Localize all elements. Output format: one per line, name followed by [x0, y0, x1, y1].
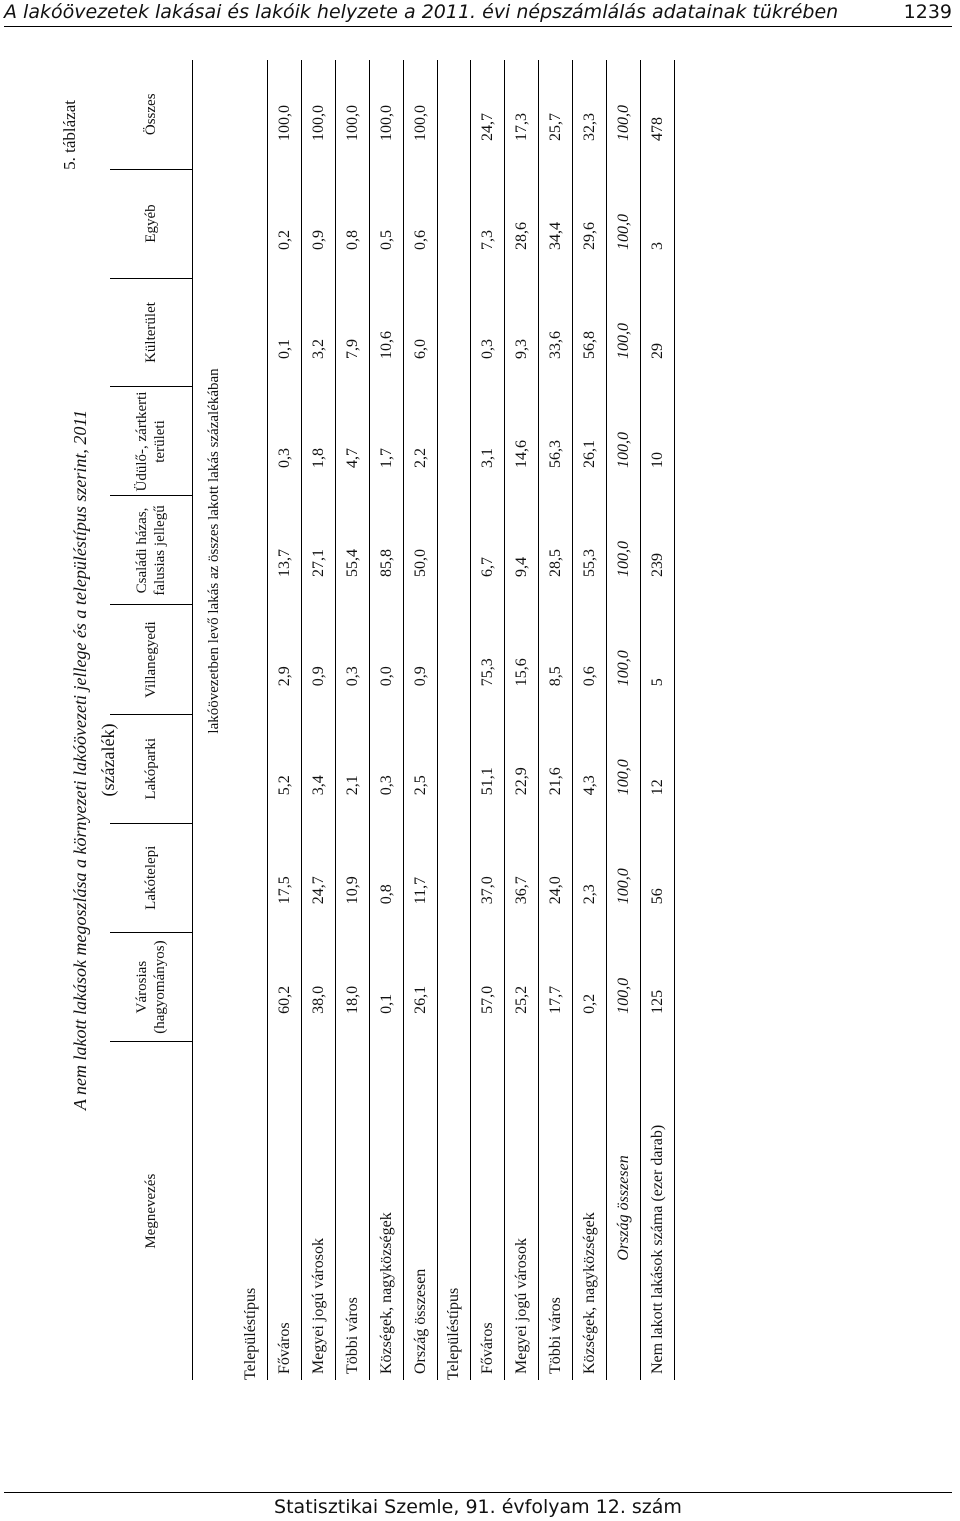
- row-label: Főváros: [471, 1042, 505, 1380]
- table-cell: 0,8: [336, 169, 370, 278]
- table-cell: 17,7: [539, 932, 573, 1042]
- table-cell: 1,7: [370, 387, 404, 496]
- table-cell: 100,0: [607, 278, 641, 387]
- table-cell: 24,0: [539, 823, 573, 932]
- table-row: [404, 60, 438, 1380]
- table-cell: 24,7: [302, 823, 336, 932]
- table-cell: 26,1: [404, 932, 438, 1042]
- table-cell: 100,0: [607, 60, 641, 169]
- table-row: [268, 60, 302, 1380]
- table-cell: 100,0: [268, 60, 302, 169]
- table-cell: 100,0: [607, 496, 641, 605]
- table-cell: 0,8: [370, 823, 404, 932]
- table-cell: 2,2: [404, 387, 438, 496]
- row-label: Ország összesen: [607, 1042, 641, 1380]
- table-cell: 5,2: [268, 714, 302, 823]
- table-cell: 6,0: [404, 278, 438, 387]
- table-cell: 55,3: [573, 496, 607, 605]
- table-cell: 0,6: [573, 605, 607, 714]
- table-row: [505, 60, 539, 1380]
- table-cell: 10: [641, 387, 675, 496]
- table-row: [573, 60, 607, 1380]
- row-label: Többi város: [539, 1042, 573, 1380]
- table-cell: 32,3: [573, 60, 607, 169]
- table-row: [302, 60, 336, 1380]
- table-cell: 10,9: [336, 823, 370, 932]
- table-cell: 0,3: [370, 714, 404, 823]
- table-cell: 56,8: [573, 278, 607, 387]
- table-cell: 57,0: [471, 932, 505, 1042]
- table-cell: 55,4: [336, 496, 370, 605]
- running-title: A lakóövezetek lakásai és lakóik helyzete a 2011. évi népszámlálás adatainak tükrében: [4, 1, 839, 23]
- table-cell: 11,7: [404, 823, 438, 932]
- table-cell: 100,0: [607, 387, 641, 496]
- unit-note: lakóövezetben levő lakás az összes lakott lakás százalékában: [205, 368, 222, 734]
- table-cell: 100,0: [607, 823, 641, 932]
- rotated-table-page: [60, 60, 960, 1460]
- table-cell: 60,2: [268, 932, 302, 1042]
- table-cell: 1,8: [302, 387, 336, 496]
- table-cell: 100,0: [404, 60, 438, 169]
- table-cell: 3,1: [471, 387, 505, 496]
- table-cell: 0,9: [302, 169, 336, 278]
- table-cell: 0,2: [268, 169, 302, 278]
- table-cell: 3,4: [302, 714, 336, 823]
- section-1-body: [268, 60, 438, 1380]
- table-cell: 2,3: [573, 823, 607, 932]
- table-cell: 4,7: [336, 387, 370, 496]
- row-label: Ország összesen: [404, 1042, 438, 1380]
- table-cell: 29,6: [573, 169, 607, 278]
- table-cell: 0,2: [573, 932, 607, 1042]
- table-row: [471, 60, 505, 1380]
- column-header: Városias (hagyományos): [110, 932, 193, 1042]
- caption-line-2: (százalék): [98, 723, 118, 797]
- table-cell: 14,6: [505, 387, 539, 496]
- table-cell: 100,0: [607, 714, 641, 823]
- table-cell: 9,3: [505, 278, 539, 387]
- header-row: [110, 60, 193, 1380]
- table-cell: 0,1: [370, 932, 404, 1042]
- table-cell: 9,4: [505, 496, 539, 605]
- column-header: Üdülő-, zártkerti területi: [110, 387, 193, 496]
- table-cell: 10,6: [370, 278, 404, 387]
- table-row: [607, 60, 641, 1380]
- table-cell: 7,9: [336, 278, 370, 387]
- row-label: Megyei jogú városok: [505, 1042, 539, 1380]
- table-cell: 29: [641, 278, 675, 387]
- row-label: Községek, nagyközségek: [370, 1042, 404, 1380]
- section-row: [235, 60, 268, 1380]
- table-cell: 25,7: [539, 60, 573, 169]
- column-header: Összes: [110, 60, 193, 169]
- section-2-body: [471, 60, 607, 1380]
- table-cell: 0,3: [268, 387, 302, 496]
- table-cell: 0,3: [336, 605, 370, 714]
- table-cell: 6,7: [471, 496, 505, 605]
- table-cell: 17,5: [268, 823, 302, 932]
- table-row: [370, 60, 404, 1380]
- table-cell: 50,0: [404, 496, 438, 605]
- table-cell: 0,6: [404, 169, 438, 278]
- table-cell: 3: [641, 169, 675, 278]
- table-cell: 2,1: [336, 714, 370, 823]
- column-header: Villanegyedi: [110, 605, 193, 714]
- unit-row: [193, 60, 236, 1380]
- table-cell: 56: [641, 823, 675, 932]
- caption-line-1: A nem lakott lakások megoszlása a környezeti lakóövezeti jellege és a településtípus szerint, 2011: [70, 409, 90, 1111]
- table-cell: 8,5: [539, 605, 573, 714]
- row-label: Megyei jogú városok: [302, 1042, 336, 1380]
- table-cell: 100,0: [607, 932, 641, 1042]
- table-cell: 21,6: [539, 714, 573, 823]
- column-header: Egyéb: [110, 169, 193, 278]
- table-cell: 0,3: [471, 278, 505, 387]
- table-cell: 125: [641, 932, 675, 1042]
- table-cell: 239: [641, 496, 675, 605]
- table-cell: 18,0: [336, 932, 370, 1042]
- data-table: [110, 60, 675, 1380]
- column-header: Megnevezés: [110, 1042, 193, 1380]
- section-title: Településtípus: [438, 60, 471, 1380]
- table-cell: 28,6: [505, 169, 539, 278]
- table-cell: 27,1: [302, 496, 336, 605]
- table-cell: 85,8: [370, 496, 404, 605]
- table-cell: 22,9: [505, 714, 539, 823]
- table-cell: 4,3: [573, 714, 607, 823]
- table-cell: 15,6: [505, 605, 539, 714]
- table-cell: 25,2: [505, 932, 539, 1042]
- row-label: Főváros: [268, 1042, 302, 1380]
- table-cell: 0,9: [302, 605, 336, 714]
- table-cell: 2,5: [404, 714, 438, 823]
- table-cell: 75,3: [471, 605, 505, 714]
- section-row: [438, 60, 471, 1380]
- table-cell: 51,1: [471, 714, 505, 823]
- column-header: Külterület: [110, 278, 193, 387]
- table-cell: 12: [641, 714, 675, 823]
- table-cell: 100,0: [302, 60, 336, 169]
- column-header: Lakótelepi: [110, 823, 193, 932]
- table-cell: 100,0: [336, 60, 370, 169]
- table-cell: 56,3: [539, 387, 573, 496]
- table-cell: 5: [641, 605, 675, 714]
- table-cell: 13,7: [268, 496, 302, 605]
- table-cell: 38,0: [302, 932, 336, 1042]
- table-row: [539, 60, 573, 1380]
- table-cell: 0,5: [370, 169, 404, 278]
- running-footer: Statisztikai Szemle, 91. évfolyam 12. szám: [4, 1492, 952, 1521]
- table-cell: 100,0: [607, 169, 641, 278]
- table-cell: 0,9: [404, 605, 438, 714]
- table-cell: 478: [641, 60, 675, 169]
- table-cell: 100,0: [607, 605, 641, 714]
- row-label: Többi város: [336, 1042, 370, 1380]
- page-number: 1239: [903, 1, 952, 23]
- column-header: Lakóparki: [110, 714, 193, 823]
- table-label: 5. táblázat: [60, 100, 79, 170]
- table-row: [641, 60, 675, 1380]
- table-row: [336, 60, 370, 1380]
- row-label: Nem lakott lakások száma (ezer darab): [641, 1042, 675, 1380]
- table-cell: 36,7: [505, 823, 539, 932]
- table-cell: 0,0: [370, 605, 404, 714]
- table-cell: 3,2: [302, 278, 336, 387]
- table-cell: 24,7: [471, 60, 505, 169]
- column-header: Családi házas, falusias jellegű: [110, 496, 193, 605]
- table-cell: 100,0: [370, 60, 404, 169]
- table-cell: 0,1: [268, 278, 302, 387]
- table-cell: 37,0: [471, 823, 505, 932]
- table-cell: 17,3: [505, 60, 539, 169]
- table-cell: 34,4: [539, 169, 573, 278]
- table-cell: 7,3: [471, 169, 505, 278]
- table-cell: 28,5: [539, 496, 573, 605]
- row-label: Községek, nagyközségek: [573, 1042, 607, 1380]
- totals-body: [607, 60, 675, 1380]
- table-cell: 26,1: [573, 387, 607, 496]
- running-header: [4, 0, 952, 27]
- table-cell: 2,9: [268, 605, 302, 714]
- section-title: Településtípus: [235, 60, 268, 1380]
- table-cell: 33,6: [539, 278, 573, 387]
